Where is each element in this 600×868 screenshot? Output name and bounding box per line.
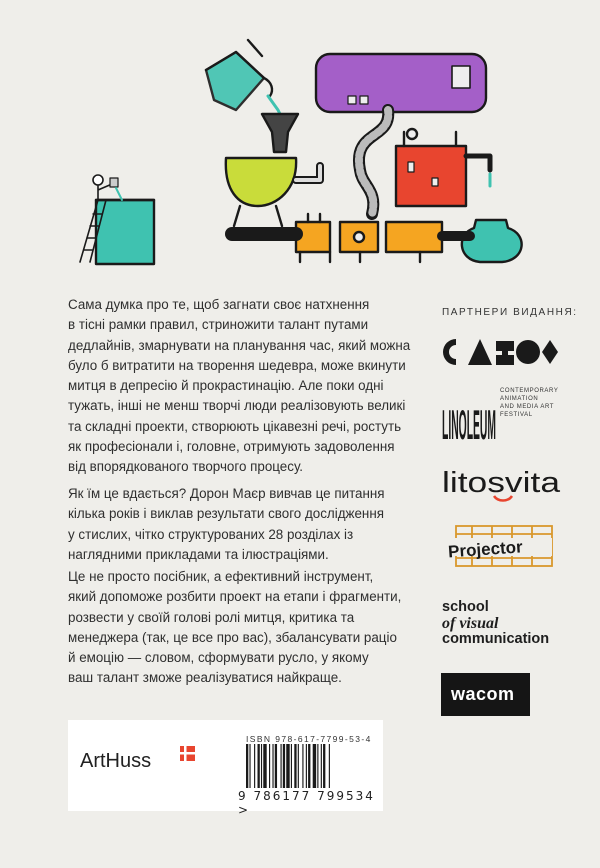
text-line: тужать, інші не менш творчі люди реалізовують великі	[68, 398, 406, 414]
barcode-panel	[68, 720, 383, 817]
wacom-logo	[441, 673, 530, 716]
barcode-bar	[258, 744, 260, 788]
barcode-bar	[263, 744, 266, 788]
text-line: ANIMATION	[500, 396, 539, 402]
wacom-wordmark: wacom	[451, 684, 515, 704]
isbn-label: ISBN 978-617-7799-53-4	[246, 734, 372, 744]
text-line: у стислих, чітко структурованих 28 розділах із	[68, 526, 354, 542]
text-line: та складні проекти, створюють цікавезні речі, ростуть	[68, 418, 402, 434]
barcode-bar	[294, 744, 296, 788]
text-line: communication	[442, 631, 550, 647]
barcode-bar	[283, 744, 285, 788]
text-line: було б витратити на творення шедевра, може вкинути	[68, 357, 406, 373]
text-line: менеджера (так, це все про вас), збалансувати раціо	[68, 629, 397, 645]
text-line: кілька років і виклав результати свого дослідження	[68, 506, 384, 522]
barcode-bar	[272, 744, 273, 788]
text-line	[442, 616, 549, 633]
barcode-bar	[261, 744, 262, 788]
projector-logo	[442, 524, 558, 572]
barcode-bar	[308, 744, 310, 788]
litosvita-logo	[442, 462, 572, 502]
litosvita-wordmark: litosvita	[442, 467, 562, 499]
barcode-bar	[329, 744, 330, 788]
barcode-bar	[254, 744, 255, 788]
text-line: ваш талант зможе реалізуватися найкраще.	[68, 670, 342, 686]
text-line: Це не просто посібник, а ефективний інструмент,	[68, 569, 374, 584]
text-line: в тісні рамки правил, стриножити талант путами	[68, 317, 369, 333]
danish-flag-icon	[180, 746, 195, 761]
description-paragraph-2	[68, 484, 418, 565]
barcode-bar	[306, 744, 307, 788]
text-line: від впорядкованого творчого процесу.	[68, 459, 304, 475]
barcode-bar	[291, 744, 292, 788]
text-line: який допоможе розбити проект на етапи і фрагменти,	[68, 589, 402, 605]
text-line: of visual	[442, 614, 499, 632]
projector-wordmark: Projector	[447, 537, 524, 562]
text-line: розвести у своїй голові ролі митця, критика та	[68, 609, 355, 625]
barcode-bar	[269, 744, 270, 788]
barcode-bar	[302, 744, 303, 788]
barcode-bar	[249, 744, 250, 788]
machine-illustration	[0, 0, 600, 290]
barcode-bar	[323, 744, 325, 788]
barcode-bar	[298, 744, 299, 788]
partners-title: ПАРТНЕРИ ВИДАННЯ:	[442, 307, 578, 318]
description-paragraph-1	[68, 295, 418, 478]
linoleum-subtitle	[500, 387, 558, 419]
text-line: AND MEDIA ART	[500, 404, 555, 410]
barcode-digits: 9 786177 799534 >	[238, 789, 375, 817]
text-line: й емоцію — словом, сформувати русло, у якому	[68, 650, 369, 666]
text-line: school	[442, 599, 489, 615]
text-line: Сама думка про те, щоб загнати своє натхнення	[68, 297, 370, 312]
text-line: митця в депресію й прокрастинацію. Але поки одні	[68, 378, 384, 394]
barcode-bar	[275, 744, 277, 788]
text-line: як професіонали і, головне, отримують задоволення	[68, 439, 395, 455]
barcode-icon	[246, 744, 372, 788]
publisher-name: ArtHuss	[80, 750, 152, 772]
barcode-bar	[317, 744, 318, 788]
text-line: FESTIVAL	[500, 412, 533, 418]
description-paragraph-3	[68, 567, 418, 689]
barcode-bar	[313, 744, 316, 788]
text-line: наглядними прикладами та ілюстраціями.	[68, 546, 329, 562]
barcode-bar	[246, 744, 248, 788]
linoleum-logo	[442, 386, 496, 450]
casus-logo	[442, 335, 562, 369]
barcode-bar	[321, 744, 322, 788]
school-visual-communication-logo	[442, 600, 549, 648]
text-line: Як їм це вдається? Дорон Маєр вивчав це питання	[68, 486, 385, 501]
text-line: CONTEMPORARY	[500, 388, 559, 394]
barcode-bar	[281, 744, 282, 788]
linoleum-wordmark: LINOLEUM	[442, 401, 496, 448]
barcode-bar	[286, 744, 289, 788]
text-line: дедлайнів, змарнувати на планування час, який можна	[68, 337, 411, 353]
